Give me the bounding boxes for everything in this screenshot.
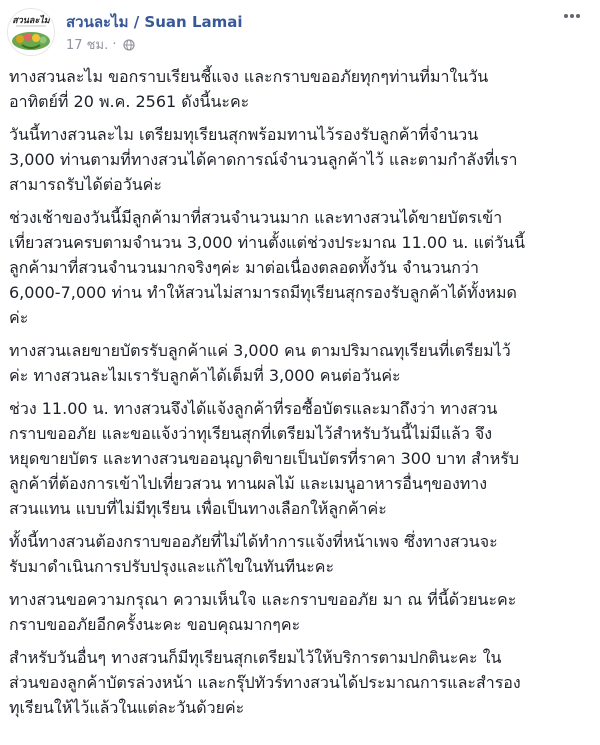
logo-lettering: สวนละไม	[12, 16, 50, 26]
post-meta	[66, 34, 135, 55]
meta-separator: ·	[112, 37, 117, 52]
page-avatar[interactable]	[7, 8, 55, 56]
post-paragraph: ช่วง 11.00 น. ทางสวนจึงได้แจ้งลูกค้าที่รอซื้อบัตรและมาถึงว่า ทางสวน กราบขออภัย และขอแจ้งว่าทุเรียนสุกที่เตรียมไว้สำหรับวันนี้ไม่มีแล้ว จึง หยุดขายบัตร และทางสวนขออนุญาติขายเป็นบัตรที่ราคา 300 บาท สำหรับ ลูกค้าที่ต้องการเข้าไปเที่ยวสวน ทานผลไม้ และเมนูอาหารอื่นๆของทาง สวนแทน แบบที่ไม่มีทุเรียน เพื่อเป็นทางเลือกให้ลูกค้าค่ะ	[9, 399, 520, 518]
post-paragraph: ทางสวนเลยขายบัตรรับลูกค้าแค่ 3,000 คน ตามปริมาณทุเรียนที่เตรียมไว้ ค่ะ ทางสวนละไมเรารับลูกค้าได้เต็มที่ 3,000 คนต่อวันค่ะ	[9, 341, 511, 385]
post-paragraph: สำหรับวันอื่นๆ ทางสวนก็มีทุเรียนสุกเตรียมไว้ให้บริการตามปกตินะคะ ใน ส่วนของลูกค้าบัตรล่วงหน้า และกรุ๊ปทัวร์ทางสวนได้ประมาณการและสำรอง ทุเรียนให้ไว้แล้วในแต่ละวันด้วยค่ะ	[9, 648, 521, 717]
page-name-link[interactable]: สวนละไม / Suan Lamai	[66, 13, 243, 31]
post-header	[0, 0, 600, 56]
post-paragraph: ทางสวนละไม ขอกราบเรียนชี้แจง และกราบขออภัยทุกๆท่านที่มาในวัน อาทิตย์ที่ 20 พ.ค. 2561 ดังนี้นะคะ	[9, 67, 489, 111]
post-paragraph: ทั้งนี้ทางสวนต้องกราบขออภัยที่ไม่ได้ทำการแจ้งที่หน้าเพจ ซึ่งทางสวนจะ รับมาดำเนินการปรับปรุงและแก้ไขในทันทีนะคะ	[9, 532, 498, 576]
post-body	[9, 64, 592, 728]
post-paragraph: ช่วงเช้าของวันนี้มีลูกค้ามาที่สวนจำนวนมาก และทางสวนได้ขายบัตรเข้า เที่ยวสวนครบตามจำนวน 3,000 ท่านตั้งแต่ช่วงประมาณ 11.00 น. แต่วันนี้ ลูกค้ามาที่สวนจำนวนมากจริงๆค่ะ มาต่อเนื่องตลอดทั้งวัน จำนวนกว่า 6,000-7,000 ท่าน ทำให้สวนไม่สามารถมีทุเรียนสุกรองรับลูกค้าได้ทั้งหมด ค่ะ	[9, 208, 526, 327]
globe-icon[interactable]	[123, 39, 135, 51]
more-options-icon[interactable]	[558, 6, 586, 26]
post-timestamp[interactable]: 17 ชม.	[66, 38, 109, 53]
post-paragraph: ทางสวนขอความกรุณา ความเห็นใจ และกราบขออภัย มา ณ ที่นี้ด้วยนะคะ กราบขออภัยอีกครั้งนะคะ ขอบคุณมากๆคะ	[9, 590, 517, 634]
suan-lamai-logo-icon	[8, 9, 54, 55]
post-paragraph: วันนี้ทางสวนละไม เตรียมทุเรียนสุกพร้อมทานไว้รองรับลูกค้าที่จำนวน 3,000 ท่านตามที่ทางสวนได้คาดการณ์จำนวนลูกค้าไว้ และตามกำลังที่เรา สามารถรับได้ต่อวันค่ะ	[9, 125, 518, 194]
